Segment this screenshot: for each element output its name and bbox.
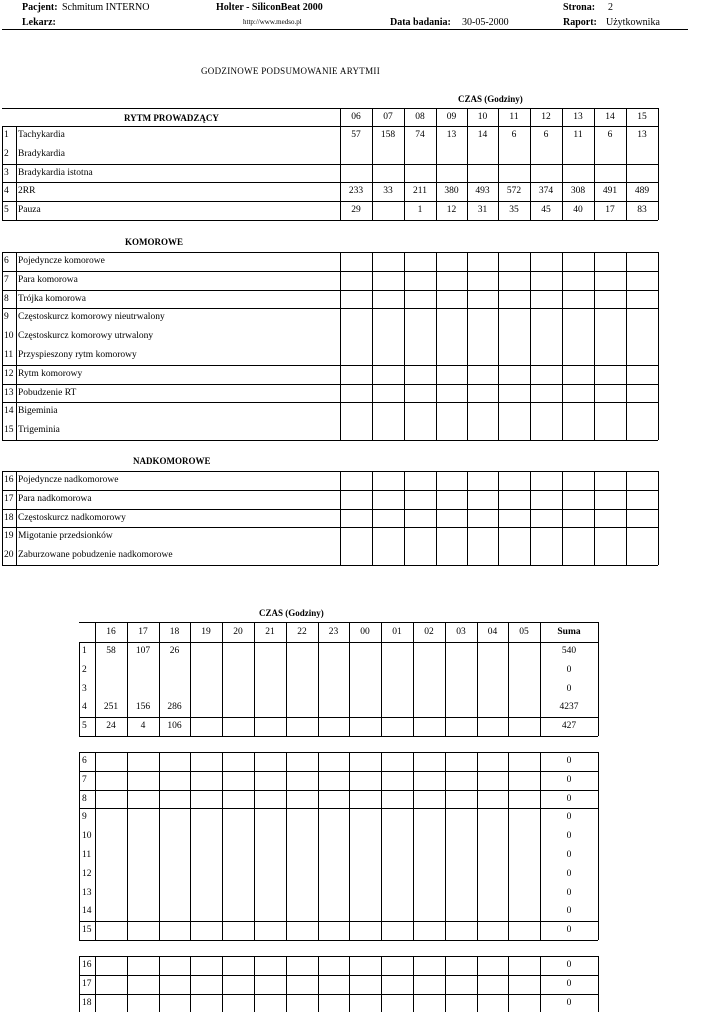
grid-line	[508, 956, 509, 1012]
grid-line	[372, 126, 373, 220]
row-number: 4	[82, 702, 87, 713]
hour-header-11: 11	[509, 112, 519, 122]
cell-value: 6	[607, 130, 613, 140]
hour-header-10: 10	[477, 112, 488, 122]
table-row-border	[79, 921, 598, 922]
cell-value: 6	[511, 130, 517, 140]
grid-line	[318, 642, 319, 736]
grid-line	[594, 471, 595, 565]
hour-header-02: 02	[424, 627, 434, 637]
row-number: 3	[4, 167, 9, 178]
report-label: Raport:	[563, 17, 597, 28]
grid-line	[222, 642, 223, 736]
row-number: 2	[4, 148, 9, 159]
table-border	[2, 471, 3, 565]
row-number: 15	[4, 425, 14, 436]
table-border	[79, 752, 80, 940]
row-number: 11	[4, 350, 14, 360]
cell-value: 156	[135, 702, 151, 713]
cell-value: 374	[538, 186, 554, 197]
row-sum: 0	[566, 997, 572, 1008]
cell-value: 45	[541, 205, 551, 216]
table-row-border	[2, 220, 658, 221]
website-url[interactable]: http://www.medso.pl	[243, 18, 302, 26]
cell-value: 6	[543, 130, 549, 140]
grid-line	[598, 642, 599, 736]
hour-header-08: 08	[415, 112, 425, 122]
table-row-border	[79, 808, 598, 809]
hour-header-06: 06	[351, 112, 361, 122]
grid-line	[626, 471, 627, 565]
grid-line	[477, 956, 478, 1012]
row-label: Pojedyncze komorowe	[18, 256, 105, 266]
grid-line	[530, 252, 531, 440]
row-number: 14	[82, 906, 92, 917]
row-label: Zaburzowane pobudzenie nadkomorowe	[18, 550, 173, 561]
report-type: Użytkownika	[606, 17, 660, 28]
table-border	[2, 252, 658, 253]
grid-line	[190, 642, 191, 736]
row-label: Częstoskurcz nadkomorowy	[18, 512, 126, 523]
cell-value: 14	[477, 130, 488, 140]
row-label: Bigeminia	[18, 406, 58, 417]
grid-line	[190, 752, 191, 940]
sum-header: Suma	[557, 627, 581, 637]
hour-header-13: 13	[573, 112, 583, 122]
row-number: 2	[82, 664, 87, 675]
row-number: 16	[82, 960, 92, 970]
row-number: 6	[82, 756, 87, 766]
row-number: 12	[82, 868, 92, 879]
row-number: 8	[4, 293, 9, 304]
section-ventricular: KOMOROWE	[125, 237, 183, 247]
cell-value: 251	[103, 702, 119, 713]
grid-line	[349, 956, 350, 1012]
cell-value: 58	[106, 646, 116, 656]
patient-label: Pacjent:	[22, 2, 58, 13]
cell-value: 11	[573, 130, 583, 140]
grid-line	[598, 956, 599, 1012]
row-number: 10	[82, 831, 92, 842]
table-border	[79, 956, 80, 1012]
row-label: Para nadkomorowa	[18, 493, 92, 504]
table-row-border	[2, 440, 658, 441]
grid-line	[404, 471, 405, 565]
hour-header-17: 17	[138, 627, 148, 637]
row-label: Migotanie przedsionków	[18, 531, 113, 542]
row-label: Tachykardia	[18, 130, 65, 140]
grid-line	[349, 642, 350, 736]
hour-header-21: 21	[265, 627, 275, 637]
grid-line	[404, 252, 405, 440]
grid-line	[159, 956, 160, 1012]
grid-line	[190, 956, 191, 1012]
device-name: Holter - SiliconBeat 2000	[216, 2, 323, 13]
row-label: Częstoskurcz komorowy nieutrwalony	[18, 312, 165, 323]
grid-line	[16, 471, 17, 565]
grid-line	[159, 752, 160, 940]
patient-name: Schmitum INTERNO	[62, 2, 150, 13]
row-label: Pojedyncze nadkomorowe	[18, 475, 119, 485]
grid-line	[318, 752, 319, 940]
row-number: 18	[4, 512, 14, 523]
row-sum: 0	[566, 812, 572, 823]
table-row-border	[2, 565, 658, 566]
row-number: 13	[4, 387, 14, 398]
row-number: 18	[82, 997, 92, 1008]
row-label: Bradykardia istotna	[18, 167, 93, 178]
section-lead-rhythm: RYTM PROWADZĄCY	[124, 113, 219, 123]
grid-line	[477, 642, 478, 736]
table-border	[2, 126, 3, 220]
cell-value: 12	[446, 205, 457, 216]
grid-line	[498, 471, 499, 565]
cell-value: 57	[351, 130, 361, 140]
row-sum: 540	[561, 646, 577, 656]
grid-line	[467, 252, 468, 440]
grid-line	[16, 126, 17, 220]
row-sum: 0	[566, 850, 572, 860]
cell-value: 107	[135, 646, 151, 656]
row-number: 3	[82, 683, 87, 694]
table-row-border	[2, 308, 658, 309]
grid-line	[658, 252, 659, 440]
grid-line	[340, 471, 341, 565]
table-border	[79, 642, 598, 643]
row-number: 19	[4, 531, 14, 542]
time-axis-label-top: CZAS (Godziny)	[458, 94, 523, 104]
hour-header-15: 15	[637, 112, 647, 122]
cell-value: 286	[167, 702, 182, 713]
row-number: 10	[4, 331, 14, 342]
grid-line	[436, 471, 437, 565]
grid-line	[594, 252, 595, 440]
exam-date: 30-05-2000	[462, 17, 509, 28]
table-row-border	[2, 509, 658, 510]
row-sum: 0	[566, 887, 572, 898]
row-label: Pauza	[18, 205, 41, 216]
cell-value: 17	[605, 205, 615, 216]
grid-line	[445, 642, 446, 736]
table-border	[79, 642, 80, 736]
hour-header-22: 22	[297, 627, 307, 637]
row-label: Para komorowa	[18, 274, 78, 285]
grid-line	[372, 252, 373, 440]
row-number: 9	[4, 312, 9, 323]
hour-header-23: 23	[328, 627, 339, 637]
row-number: 13	[82, 887, 92, 898]
hour-header-03: 03	[456, 627, 466, 637]
hour-header-16: 16	[106, 627, 116, 637]
row-number: 1	[4, 130, 9, 140]
table-row-border	[2, 271, 658, 272]
grid-line	[95, 956, 96, 1012]
row-label: Trigeminia	[18, 425, 60, 436]
row-number: 5	[4, 205, 9, 216]
grid-line	[95, 752, 96, 940]
cell-value: 308	[570, 186, 586, 197]
row-number: 12	[4, 368, 14, 379]
table-row-border	[79, 994, 598, 995]
hour-header-14: 14	[605, 112, 615, 122]
cell-value: 233	[348, 186, 364, 197]
grid-line	[349, 752, 350, 940]
row-number: 14	[4, 406, 14, 417]
row-number: 7	[4, 274, 9, 285]
grid-line	[658, 126, 659, 220]
grid-line	[445, 956, 446, 1012]
cell-value: 13	[446, 130, 457, 140]
table-row-border	[79, 940, 598, 941]
grid-line	[658, 471, 659, 565]
cell-value: 35	[509, 205, 519, 216]
cell-value: 491	[602, 186, 618, 197]
table-border	[2, 471, 658, 472]
grid-line	[222, 956, 223, 1012]
row-number: 17	[82, 978, 92, 989]
row-number: 15	[82, 925, 92, 936]
cell-value: 493	[475, 186, 490, 197]
grid-line	[562, 471, 563, 565]
table-top-border	[2, 108, 658, 109]
row-sum: 0	[566, 978, 572, 989]
row-sum: 0	[566, 664, 572, 675]
row-label: Przyspieszony rytm komorowy	[18, 350, 137, 360]
row-sum: 0	[566, 868, 572, 879]
grid-line	[498, 252, 499, 440]
hour-header-00: 00	[360, 627, 370, 637]
page-title: GODZINOWE PODSUMOWANIE ARYTMII	[201, 66, 380, 76]
grid-line	[626, 252, 627, 440]
time-axis-label-bottom: CZAS (Godziny)	[259, 608, 324, 618]
grid-line	[508, 752, 509, 940]
grid-line	[286, 956, 287, 1012]
cell-value: 31	[477, 205, 488, 216]
grid-line	[413, 642, 414, 736]
hour-header-04: 04	[487, 627, 498, 637]
page-label: Strona:	[563, 2, 596, 13]
grid-line	[16, 252, 17, 440]
grid-line	[658, 108, 659, 126]
table-border	[79, 752, 598, 753]
grid-line	[222, 752, 223, 940]
cell-value: 158	[380, 130, 396, 140]
table-row-border	[79, 771, 598, 772]
row-sum: 0	[566, 831, 572, 842]
row-number: 17	[4, 493, 14, 504]
section-supraventricular: NADKOMOROWE	[133, 456, 211, 466]
row-sum: 0	[566, 906, 572, 917]
table-row-border	[2, 182, 658, 183]
grid-line	[413, 956, 414, 1012]
cell-value: 211	[413, 186, 427, 197]
cell-value: 29	[351, 205, 361, 216]
grid-line	[413, 752, 414, 940]
grid-line	[381, 642, 382, 736]
row-sum: 0	[566, 925, 572, 936]
cell-value: 33	[383, 186, 393, 197]
cell-value: 26	[169, 646, 180, 656]
row-number: 1	[82, 646, 87, 656]
hour-header-19: 19	[201, 627, 211, 637]
grid-line	[381, 956, 382, 1012]
row-sum: 4237	[559, 702, 579, 713]
hour-header-18: 18	[169, 627, 180, 637]
table-row-border	[79, 736, 598, 737]
grid-line	[254, 642, 255, 736]
cell-value: 13	[637, 130, 647, 140]
cell-value: 106	[167, 721, 182, 732]
row-label: Trójka komorowa	[18, 293, 86, 304]
row-label: Bradykardia	[18, 148, 65, 159]
grid-line	[598, 752, 599, 940]
cell-value: 572	[506, 186, 522, 197]
row-number: 6	[4, 256, 9, 266]
table-row-border	[2, 402, 658, 403]
header-divider	[2, 29, 688, 30]
row-sum: 0	[566, 683, 572, 694]
row-number: 4	[4, 186, 9, 197]
cell-value: 74	[415, 130, 425, 140]
grid-line	[477, 752, 478, 940]
table-row-border	[2, 384, 658, 385]
table-border	[79, 956, 598, 957]
date-label: Data badania:	[390, 17, 451, 28]
table-row-border	[2, 201, 658, 202]
table-row-border	[2, 527, 658, 528]
hour-header-07: 07	[383, 112, 393, 122]
hour-header-12: 12	[541, 112, 551, 122]
row-label: Częstoskurcz komorowy utrwalony	[18, 331, 154, 342]
row-number: 11	[82, 850, 92, 860]
grid-line	[372, 471, 373, 565]
cell-value: 40	[573, 205, 583, 216]
row-label: Rytm komorowy	[18, 368, 83, 379]
grid-line	[530, 471, 531, 565]
cell-value: 83	[637, 205, 647, 216]
grid-line	[508, 642, 509, 736]
hour-header-01: 01	[392, 627, 402, 637]
table-border	[2, 252, 3, 440]
table-row-border	[2, 490, 658, 491]
table-row-border	[79, 790, 598, 791]
row-number: 5	[82, 721, 87, 732]
row-label: 2RR	[18, 186, 36, 197]
grid-line	[127, 956, 128, 1012]
row-number: 20	[4, 550, 14, 561]
cell-value: 489	[634, 186, 650, 197]
grid-line	[436, 252, 437, 440]
table-row-border	[79, 975, 598, 976]
table-top-border	[79, 622, 598, 623]
row-sum: 0	[566, 756, 572, 766]
grid-line	[562, 252, 563, 440]
grid-line	[286, 642, 287, 736]
row-sum: 0	[566, 774, 572, 785]
row-sum: 0	[566, 793, 572, 804]
row-number: 16	[4, 475, 14, 485]
table-border	[2, 126, 658, 127]
doctor-label: Lekarz:	[22, 17, 56, 28]
row-sum: 427	[561, 721, 577, 732]
cell-value: 24	[106, 721, 116, 732]
hour-header-05: 05	[519, 627, 529, 637]
row-number: 9	[82, 812, 87, 823]
cell-value: 380	[444, 186, 459, 197]
grid-line	[467, 471, 468, 565]
grid-line	[318, 956, 319, 1012]
grid-line	[340, 252, 341, 440]
row-label: Pobudzenie RT	[18, 387, 77, 398]
grid-line	[127, 752, 128, 940]
grid-line	[286, 752, 287, 940]
hour-header-09: 09	[446, 112, 457, 122]
cell-value: 4	[140, 721, 146, 732]
grid-line	[254, 956, 255, 1012]
row-number: 7	[82, 774, 87, 785]
grid-line	[381, 752, 382, 940]
page-number: 2	[608, 2, 613, 13]
table-row-border	[2, 290, 658, 291]
cell-value: 1	[417, 205, 423, 216]
hour-header-20: 20	[233, 627, 243, 637]
row-number: 8	[82, 793, 87, 804]
grid-line	[254, 752, 255, 940]
row-sum: 0	[566, 960, 572, 970]
grid-line	[598, 622, 599, 642]
table-row-border	[2, 164, 658, 165]
grid-line	[445, 752, 446, 940]
table-row-border	[79, 717, 598, 718]
table-row-border	[2, 365, 658, 366]
